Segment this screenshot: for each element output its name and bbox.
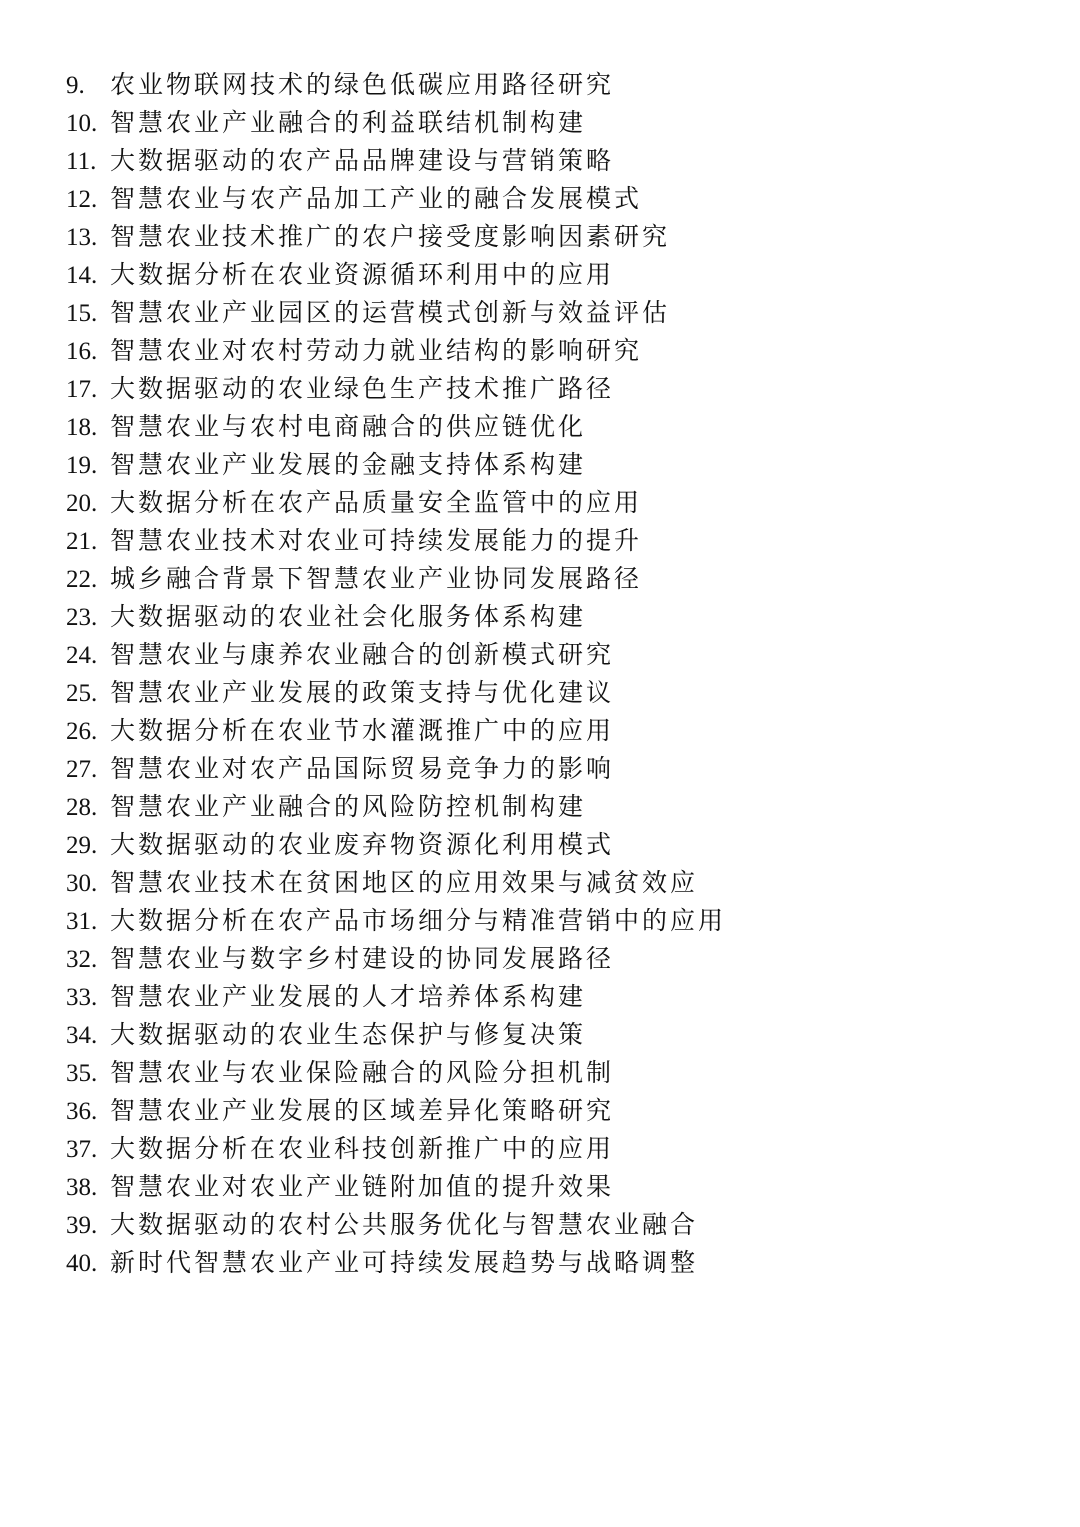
list-item-text: 大数据驱动的农业社会化服务体系构建 <box>110 602 587 631</box>
list-item-text: 智慧农业对农业产业链附加值的提升效果 <box>110 1172 615 1201</box>
list-item <box>66 826 726 864</box>
list-item-number: 27. <box>66 756 98 783</box>
list-item <box>66 788 726 826</box>
list-item <box>66 1206 726 1244</box>
list-item <box>66 104 726 142</box>
list-item-text: 智慧农业产业园区的运营模式创新与效益评估 <box>110 298 671 327</box>
list-item <box>66 712 726 750</box>
list-item-number: 31. <box>66 908 98 935</box>
list-item <box>66 598 726 636</box>
list-item <box>66 1244 726 1282</box>
list-item-text: 智慧农业产业融合的利益联结机制构建 <box>110 108 587 137</box>
topic-list <box>66 66 726 1282</box>
list-item-text: 智慧农业产业发展的人才培养体系构建 <box>110 982 587 1011</box>
list-item-number: 38. <box>66 1174 98 1201</box>
list-item-text: 智慧农业技术对农业可持续发展能力的提升 <box>110 526 643 555</box>
list-item <box>66 218 726 256</box>
list-item-text: 智慧农业与数字乡村建设的协同发展路径 <box>110 944 615 973</box>
list-item <box>66 332 726 370</box>
list-item-text: 大数据驱动的农业绿色生产技术推广路径 <box>110 374 615 403</box>
list-item <box>66 560 726 598</box>
list-item-text: 大数据驱动的农业生态保护与修复决策 <box>110 1020 587 1049</box>
list-item-number: 17. <box>66 376 98 403</box>
list-item <box>66 370 726 408</box>
list-item-number: 36. <box>66 1098 98 1125</box>
list-item <box>66 484 726 522</box>
list-item-text: 智慧农业对农村劳动力就业结构的影响研究 <box>110 336 643 365</box>
list-item <box>66 1092 726 1130</box>
list-item <box>66 142 726 180</box>
list-item-text: 智慧农业对农产品国际贸易竞争力的影响 <box>110 754 615 783</box>
list-item-number: 16. <box>66 338 98 365</box>
list-item-text: 大数据驱动的农业废弃物资源化利用模式 <box>110 830 615 859</box>
list-item <box>66 522 726 560</box>
list-item <box>66 1054 726 1092</box>
list-item-number: 25. <box>66 680 98 707</box>
list-item-text: 智慧农业产业发展的区域差异化策略研究 <box>110 1096 615 1125</box>
list-item-text: 智慧农业产业发展的政策支持与优化建议 <box>110 678 615 707</box>
list-item-text: 大数据分析在农产品市场细分与精准营销中的应用 <box>110 906 727 935</box>
list-item-text: 大数据分析在农产品质量安全监管中的应用 <box>110 488 643 517</box>
list-item <box>66 902 726 940</box>
list-item-text: 大数据驱动的农村公共服务优化与智慧农业融合 <box>110 1210 699 1239</box>
list-item-number: 34. <box>66 1022 98 1049</box>
list-item-text: 智慧农业技术在贫困地区的应用效果与减贫效应 <box>110 868 699 897</box>
list-item-number: 21. <box>66 528 98 555</box>
list-item-number: 9. <box>66 72 85 99</box>
list-item-number: 33. <box>66 984 98 1011</box>
list-item-text: 大数据分析在农业节水灌溉推广中的应用 <box>110 716 615 745</box>
list-item-number: 29. <box>66 832 98 859</box>
list-item-text: 城乡融合背景下智慧农业产业协同发展路径 <box>110 564 643 593</box>
list-item <box>66 408 726 446</box>
list-item-text: 智慧农业与农业保险融合的风险分担机制 <box>110 1058 615 1087</box>
list-item-text: 智慧农业产业融合的风险防控机制构建 <box>110 792 587 821</box>
list-item <box>66 1130 726 1168</box>
list-item <box>66 978 726 1016</box>
list-item-text: 大数据分析在农业科技创新推广中的应用 <box>110 1134 615 1163</box>
list-item-number: 20. <box>66 490 98 517</box>
list-item-number: 24. <box>66 642 98 669</box>
list-item-text: 智慧农业与康养农业融合的创新模式研究 <box>110 640 615 669</box>
list-item-number: 22. <box>66 566 98 593</box>
list-item-number: 23. <box>66 604 98 631</box>
list-item-text: 大数据分析在农业资源循环利用中的应用 <box>110 260 615 289</box>
list-item <box>66 1168 726 1206</box>
list-item-number: 18. <box>66 414 98 441</box>
list-item-number: 15. <box>66 300 98 327</box>
list-item-text: 智慧农业与农产品加工产业的融合发展模式 <box>110 184 643 213</box>
list-item-number: 10. <box>66 110 98 137</box>
list-item <box>66 256 726 294</box>
list-item <box>66 864 726 902</box>
list-item-number: 12. <box>66 186 98 213</box>
list-item-number: 35. <box>66 1060 98 1087</box>
list-item-text: 农业物联网技术的绿色低碳应用路径研究 <box>110 70 615 99</box>
list-item <box>66 940 726 978</box>
list-item-number: 37. <box>66 1136 98 1163</box>
list-item <box>66 674 726 712</box>
list-item-number: 19. <box>66 452 98 479</box>
list-item-number: 14. <box>66 262 98 289</box>
list-item-text: 智慧农业技术推广的农户接受度影响因素研究 <box>110 222 671 251</box>
list-item-number: 30. <box>66 870 98 897</box>
list-item-number: 32. <box>66 946 98 973</box>
list-item-number: 39. <box>66 1212 98 1239</box>
list-item <box>66 66 726 104</box>
list-item-text: 智慧农业产业发展的金融支持体系构建 <box>110 450 587 479</box>
list-item <box>66 750 726 788</box>
list-item <box>66 446 726 484</box>
list-item <box>66 180 726 218</box>
list-item <box>66 636 726 674</box>
list-item-number: 13. <box>66 224 98 251</box>
list-item-text: 新时代智慧农业产业可持续发展趋势与战略调整 <box>110 1248 699 1277</box>
list-item-number: 40. <box>66 1250 98 1277</box>
list-item <box>66 294 726 332</box>
list-item-number: 28. <box>66 794 98 821</box>
list-item-text: 智慧农业与农村电商融合的供应链优化 <box>110 412 587 441</box>
list-item <box>66 1016 726 1054</box>
list-item-number: 11. <box>66 148 97 175</box>
list-item-number: 26. <box>66 718 98 745</box>
list-item-text: 大数据驱动的农产品品牌建设与营销策略 <box>110 146 615 175</box>
